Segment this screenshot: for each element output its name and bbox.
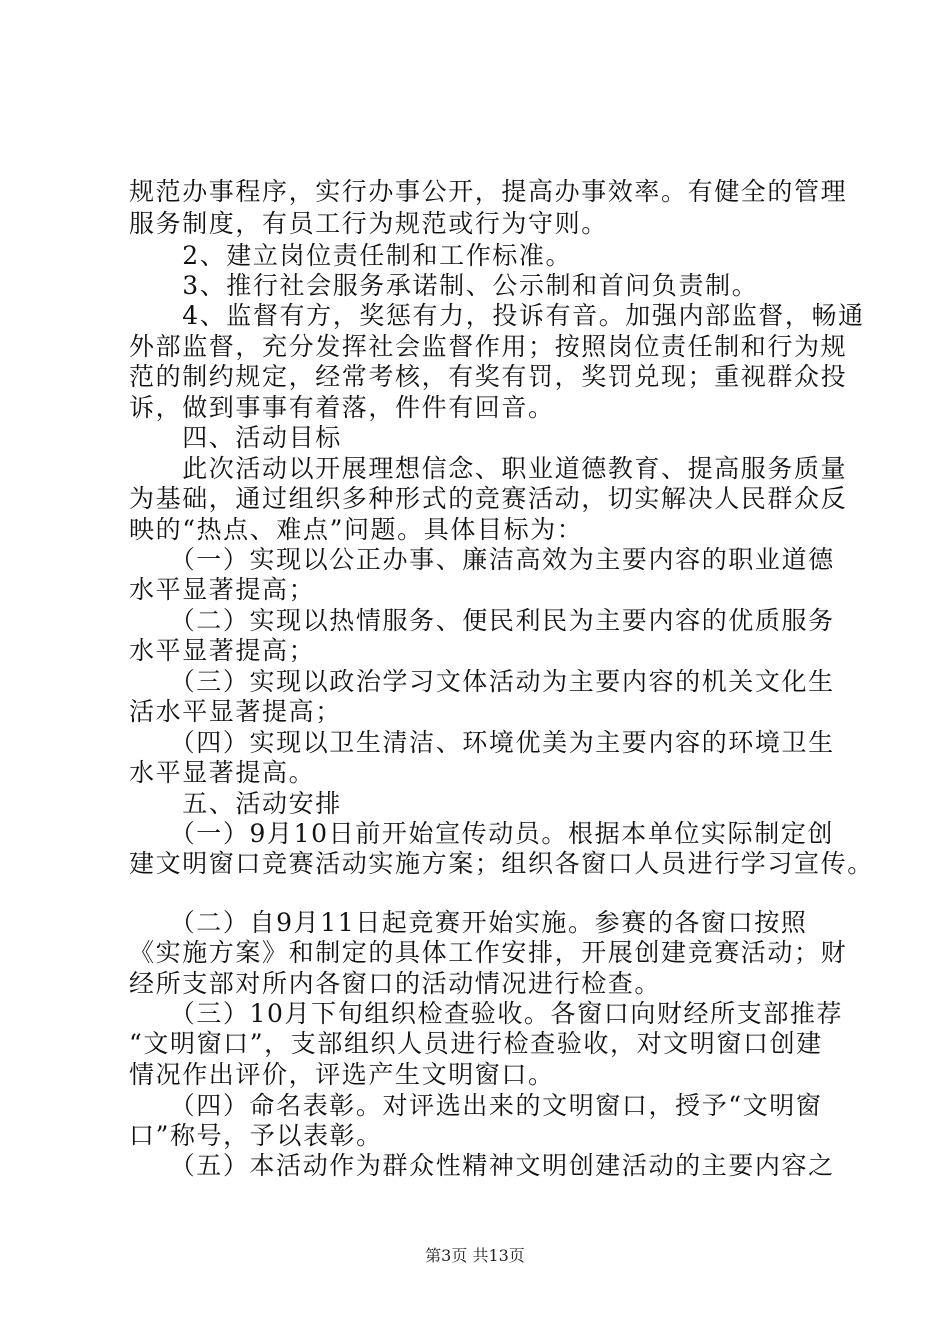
- paragraph-line: 口”称号，予以表彰。: [129, 1121, 383, 1150]
- paragraph-line: 水平显著提高。: [129, 758, 316, 787]
- paragraph-line: 4、监督有方，奖惩有力，投诉有音。加强内部监督，畅通: [129, 301, 865, 330]
- paragraph-line: （五）本活动作为群众性精神文明创建活动的主要内容之: [129, 1151, 835, 1180]
- paragraph-line: 为基础，通过组织多种形式的竞赛活动，切实解决人民群众反: [129, 484, 848, 513]
- paragraph-line: 《实施方案》和制定的具体工作安排，开展创建竞赛活动；财: [129, 938, 848, 967]
- paragraph-line: 映的“热点、难点”问题。具体目标为：: [129, 515, 584, 544]
- paragraph-line: 外部监督，充分发挥社会监督作用；按照岗位责任制和行为规: [129, 332, 848, 361]
- paragraph-line: 建文明窗口竞赛活动实施方案；组织各窗口人员进行学习宣传。: [129, 849, 874, 878]
- paragraph-line: 服务制度，有员工行为规范或行为守则。: [129, 209, 608, 238]
- paragraph-line: 活水平显著提高；: [129, 697, 342, 726]
- paragraph-line: 3、推行社会服务承诺制、公示制和首问负责制。: [129, 271, 759, 300]
- paragraph-line: （一）实现以公正办事、廉洁高效为主要内容的职业道德: [129, 545, 835, 574]
- section-heading: 五、活动安排: [129, 789, 342, 818]
- paragraph-line: 水平显著提高；: [129, 636, 316, 665]
- paragraph-line: （二）自9月11日起竞赛开始实施。参赛的各窗口按照: [129, 908, 808, 937]
- paragraph-line: “文明窗口”，支部组织人员进行检查验收，对文明窗口创建: [129, 1029, 823, 1058]
- paragraph-line: 水平显著提高；: [129, 575, 316, 604]
- paragraph-line: 经所支部对所内各窗口的活动情况进行检查。: [129, 969, 662, 998]
- section-heading: 四、活动目标: [129, 423, 342, 452]
- paragraph-line: 规范办事程序，实行办事公开，提高办事效率。有健全的管理: [129, 177, 848, 206]
- page-number-footer: 第3页 共13页: [425, 1246, 525, 1265]
- paragraph-line: （四）实现以卫生清洁、环境优美为主要内容的环境卫生: [129, 728, 835, 757]
- paragraph-line: （三）10月下旬组织检查验收。各窗口向财经所支部推荐: [129, 999, 844, 1028]
- paragraph-line: 2、建立岗位责任制和工作标准。: [129, 241, 573, 270]
- paragraph-line: 范的制约规定，经常考核，有奖有罚，奖罚兑现；重视群众投: [129, 362, 848, 391]
- paragraph-line: 情况作出评价，评选产生文明窗口。: [129, 1060, 555, 1089]
- paragraph-line: （二）实现以热情服务、便民利民为主要内容的优质服务: [129, 606, 835, 635]
- paragraph-line: （三）实现以政治学习文体活动为主要内容的机关文化生: [129, 667, 835, 696]
- paragraph-line: 诉，做到事事有着落，件件有回音。: [129, 393, 555, 422]
- paragraph-line: （一）9月10日前开始宣传动员。根据本单位实际制定创: [129, 819, 835, 848]
- paragraph-line: 此次活动以开展理想信念、职业道德教育、提高服务质量: [129, 454, 848, 483]
- paragraph-line: （四）命名表彰。对评选出来的文明窗口，授予“文明窗: [129, 1091, 823, 1120]
